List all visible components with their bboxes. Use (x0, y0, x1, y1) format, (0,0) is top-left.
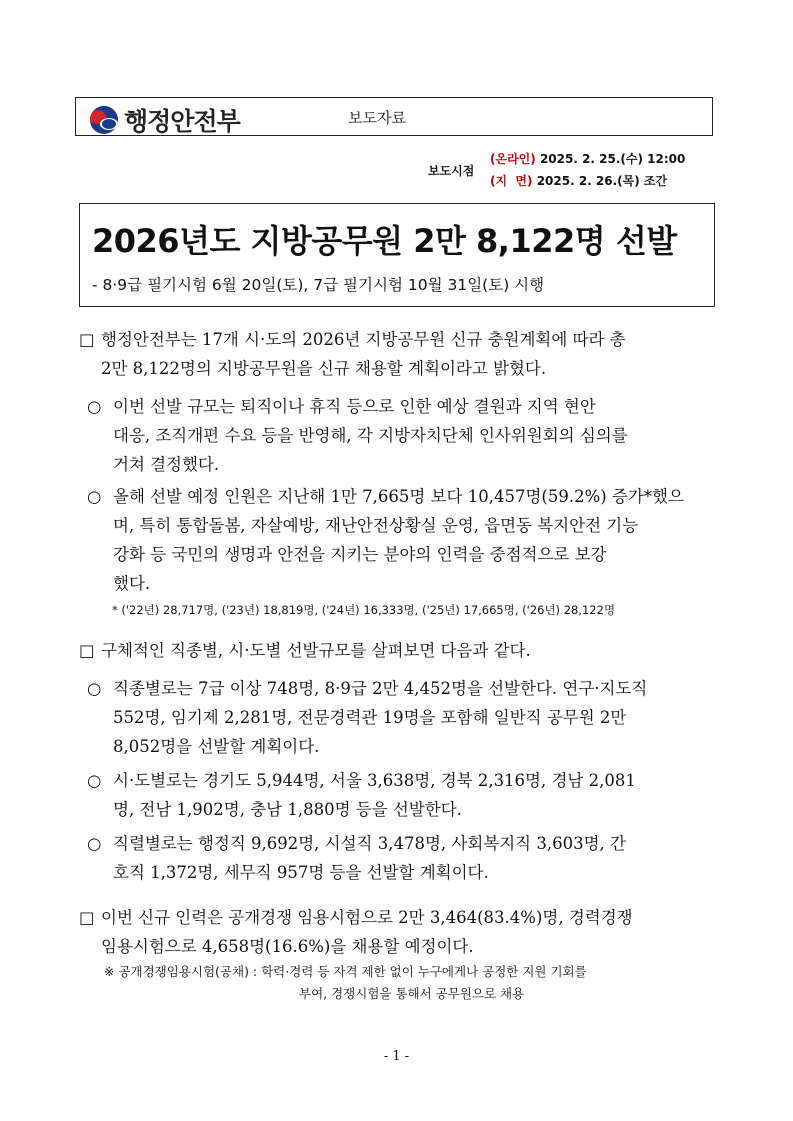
circle-bullet-icon: ○ (87, 771, 102, 790)
paragraph-1b (87, 482, 727, 598)
square-bullet-icon: □ (79, 641, 95, 660)
title-box (79, 203, 715, 307)
doc-type-label: 보도자료 (348, 109, 406, 127)
note-open-recruitment (104, 961, 724, 1005)
paragraph-2a-line-3: 8,052명을 선발할 계획이다. (113, 737, 320, 756)
circle-bullet-icon: ○ (87, 397, 102, 416)
paragraph-2-line-1: 구체적인 직종별, 시·도별 선발규모를 살펴보면 다음과 같다. (101, 641, 531, 660)
paragraph-1 (79, 325, 719, 383)
paragraph-1b-line-2: 며, 특히 통합돌봄, 자살예방, 재난안전상황실 운영, 읍면동 복지안전 기능 (113, 516, 639, 535)
paragraph-1a-line-2: 대응, 조직개편 수요 등을 반영해, 각 지방자치단체 인사위원회의 심의를 (113, 426, 628, 445)
release-label: 보도시점 (428, 164, 475, 178)
paragraph-2c-line-2: 호직 1,372명, 세무직 957명 등을 선발할 계획이다. (113, 863, 489, 882)
release-online (490, 150, 685, 167)
paragraph-1b-line-4: 했다. (113, 574, 151, 593)
paragraph-2a (87, 674, 727, 761)
ministry-logo (90, 102, 240, 138)
paragraph-3-line-2: 임용시험으로 4,658명(16.6%)을 채용할 예정이다. (101, 937, 474, 956)
circle-bullet-icon: ○ (87, 679, 102, 698)
paragraph-2c-line-1: 직렬별로는 행정직 9,692명, 시설직 3,478명, 사회복지직 3,603명, 간 (113, 834, 626, 853)
circle-bullet-icon: ○ (87, 487, 102, 506)
paragraph-2b-line-2: 명, 전남 1,902명, 충남 1,880명 등을 선발한다. (113, 800, 462, 819)
page-subtitle: - 8·9급 필기시험 6월 20일(토), 7급 필기시험 10월 31일(토) 시행 (92, 276, 545, 294)
footnote-yearly-counts: * ('22년) 28,717명, ('23년) 18,819명, ('24년) 16,333명, ('25년) 17,665명, ('26년) 28,122명 (112, 603, 616, 617)
paragraph-1a-line-3: 거쳐 결정했다. (113, 455, 220, 474)
paragraph-2c (87, 829, 727, 887)
paragraph-2b-line-1: 시·도별로는 경기도 5,944명, 서울 3,638명, 경북 2,316명, 경남 2,081 (113, 771, 636, 790)
paragraph-1-line-2: 2만 8,122명의 지방공무원을 신규 채용할 계획이라고 밝혔다. (101, 359, 547, 378)
circle-bullet-icon: ○ (87, 834, 102, 853)
note-line-1: ※ 공개경쟁임용시험(공채) : 학력·경력 등 자격 제한 없이 누구에게나 공정한 지원 기회를 (104, 964, 587, 979)
paragraph-1a-line-1: 이번 선발 규모는 퇴직이나 휴직 등으로 인한 예상 결원과 지역 현안 (113, 397, 596, 416)
taegeuk-emblem-icon (90, 106, 118, 134)
online-time: 2025. 2. 25.(수) 12:00 (539, 152, 686, 166)
paragraph-2a-line-2: 552명, 임기제 2,281명, 전문경력관 19명을 포함해 일반직 공무원 2만 (113, 708, 627, 727)
header-box (75, 97, 713, 136)
release-print (490, 172, 667, 189)
print-tag: (지 면) (490, 174, 533, 188)
online-tag: (온라인) (490, 152, 536, 166)
print-time: 2025. 2. 26.(목) 조간 (536, 174, 668, 188)
square-bullet-icon: □ (79, 908, 95, 927)
ministry-name: 행정안전부 (124, 107, 240, 136)
paragraph-3-line-1: 이번 신규 인력은 공개경쟁 임용시험으로 2만 3,464(83.4%)명, 경력경쟁 (101, 908, 633, 927)
note-line-2: 부여, 경쟁시험을 통해서 공무원으로 채용 (299, 986, 525, 1001)
square-bullet-icon: □ (79, 330, 95, 349)
paragraph-1b-line-1: 올해 선발 예정 인원은 지난해 1만 7,665명 보다 10,457명(59.2%) 증가*했으 (113, 487, 684, 506)
paragraph-2b (87, 766, 727, 824)
paragraph-1a (87, 392, 727, 479)
paragraph-1-line-1: 행정안전부는 17개 시·도의 2026년 지방공무원 신규 충원계획에 따라 총 (101, 330, 626, 349)
page-title: 2026년도 지방공무원 2만 8,122명 선발 (92, 222, 677, 260)
paragraph-3 (79, 903, 719, 961)
paragraph-2 (79, 636, 719, 665)
paragraph-2a-line-1: 직종별로는 7급 이상 748명, 8·9급 2만 4,452명을 선발한다. 연구·지도직 (113, 679, 648, 698)
page-number: - 1 - (383, 1049, 410, 1064)
paragraph-1b-line-3: 강화 등 국민의 생명과 안전을 지키는 분야의 인력을 중점적으로 보강 (113, 545, 607, 564)
